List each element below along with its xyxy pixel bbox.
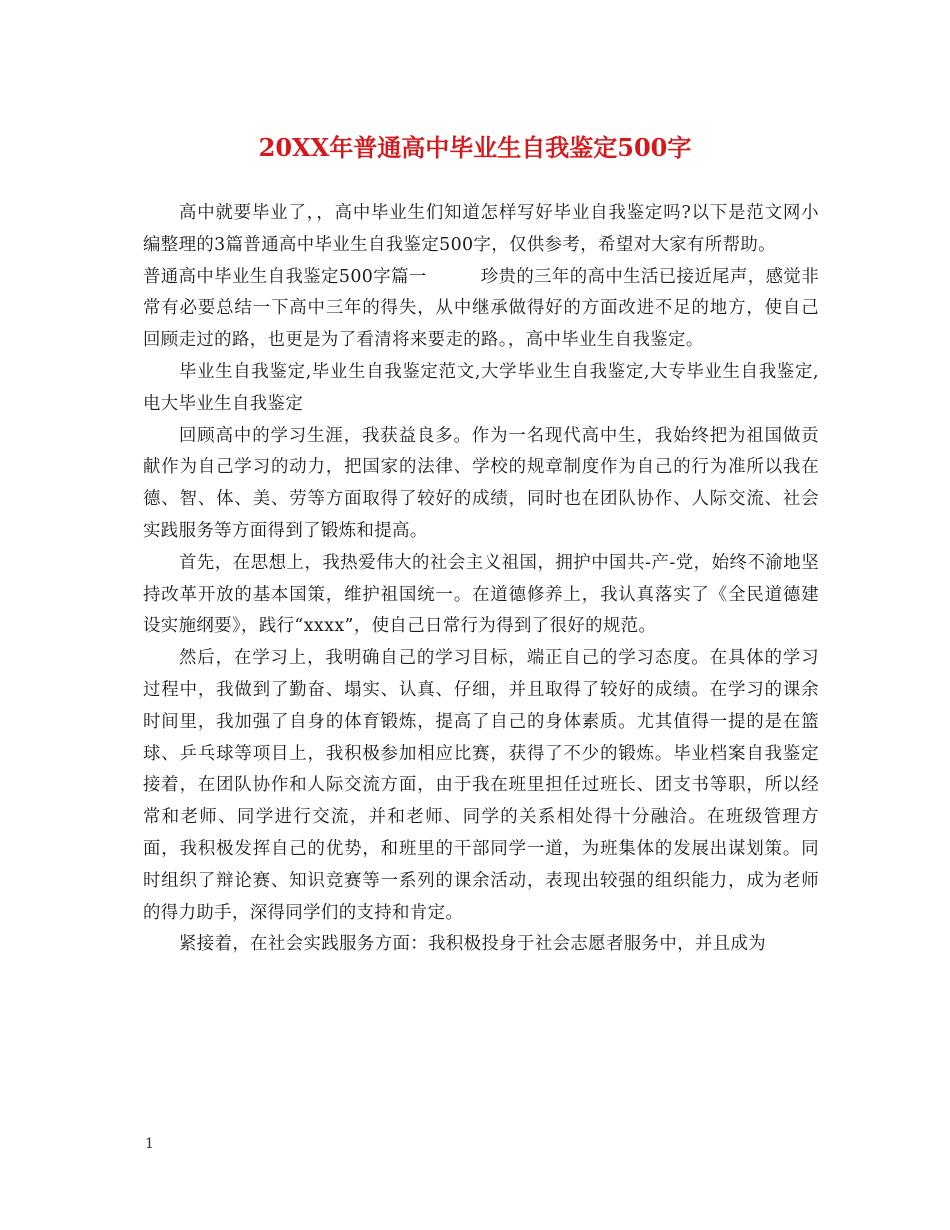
paragraph-keywords bbox=[143, 357, 819, 421]
page-number: 1 bbox=[145, 1136, 154, 1152]
paragraph-text: 首先，在思想上，我热爱伟大的社会主义祖国，拥护中国共-产-党，始终不渝地坚持改革开放的基本国策，维护祖国统一。在道德修养上，我认真落实了《全民道德建设实施纲要》，践行“xxxx”，使自己日常行为得到了很好的规范。 bbox=[143, 552, 819, 637]
paragraph-text: 高中就要毕业了，，高中毕业生们知道怎样写好毕业自我鉴定吗?以下是范文网小编整理的3篇普通高中毕业生自我鉴定500字，仅供参考，希望对大家有所帮助。 bbox=[143, 203, 819, 255]
paragraph-text: 回顾高中的学习生涯，我获益良多。作为一名现代高中生，我始终把为祖国做贡献作为自己学习的动力，把国家的法律、学校的规章制度作为自己的行为准所以我在德、智、体、美、劳等方面取得了较好的成绩，同时也在团队协作、人际交流、社会实践服务等方面得到了锻炼和提高。 bbox=[143, 425, 819, 541]
document-title: 20XX年普通高中毕业生自我鉴定500字 bbox=[258, 133, 692, 162]
paragraph-ideology bbox=[143, 548, 819, 643]
paragraph-text: 紧接着，在社会实践服务方面：我积极投身于社会志愿者服务中，并且成为 bbox=[179, 934, 767, 955]
section-heading: 普通高中毕业生自我鉴定500字篇一 bbox=[143, 266, 427, 287]
paragraph-text: 然后，在学习上，我明确自己的学习目标，端正自己的学习态度。在具体的学习过程中，我做到了勤奋、塌实、认真、仔细，并且取得了较好的成绩。在学习的课余时间里，我加强了自身的体育锻炼，提高了自己的身体素质。尤其值得一提的是在篮球、乒乓球等项目上，我积极参加相应比赛，获得了不少的锻炼。毕业档案自我鉴定接着，在团队协作和人际交流方面，由于我在班里担任过班长、团支书等职，所以经常和老师、同学进行交流，并和老师、同学的关系相处得十分融洽。在班级管理方面，我积极发挥自己的优势，和班里的干部同学一道，为班集体的发展出谋划策。同时组织了辩论赛、知识竞赛等一系列的课余活动，表现出较强的组织能力，成为老师的得力助手，深得同学们的支持和肯定。 bbox=[143, 648, 819, 923]
paragraph-study bbox=[143, 643, 819, 929]
paragraph-review bbox=[143, 421, 819, 548]
paragraph-social-practice bbox=[143, 929, 819, 961]
paragraph-text: 珍贵的三年的高中生活已接近尾声，感觉非常有必要总结一下高中三年的得失，从中继承做得好的方面改进不足的地方，使自己回顾走过的路，也更是为了看清将来要走的路。，高中毕业生自我鉴定。 bbox=[143, 266, 819, 351]
document-body bbox=[143, 198, 819, 961]
paragraph-section-one bbox=[143, 262, 819, 357]
paragraph-intro bbox=[143, 198, 819, 262]
paragraph-text: 毕业生自我鉴定,毕业生自我鉴定范文,大学毕业生自我鉴定,大专毕业生自我鉴定,电大毕业生自我鉴定 bbox=[143, 361, 819, 414]
